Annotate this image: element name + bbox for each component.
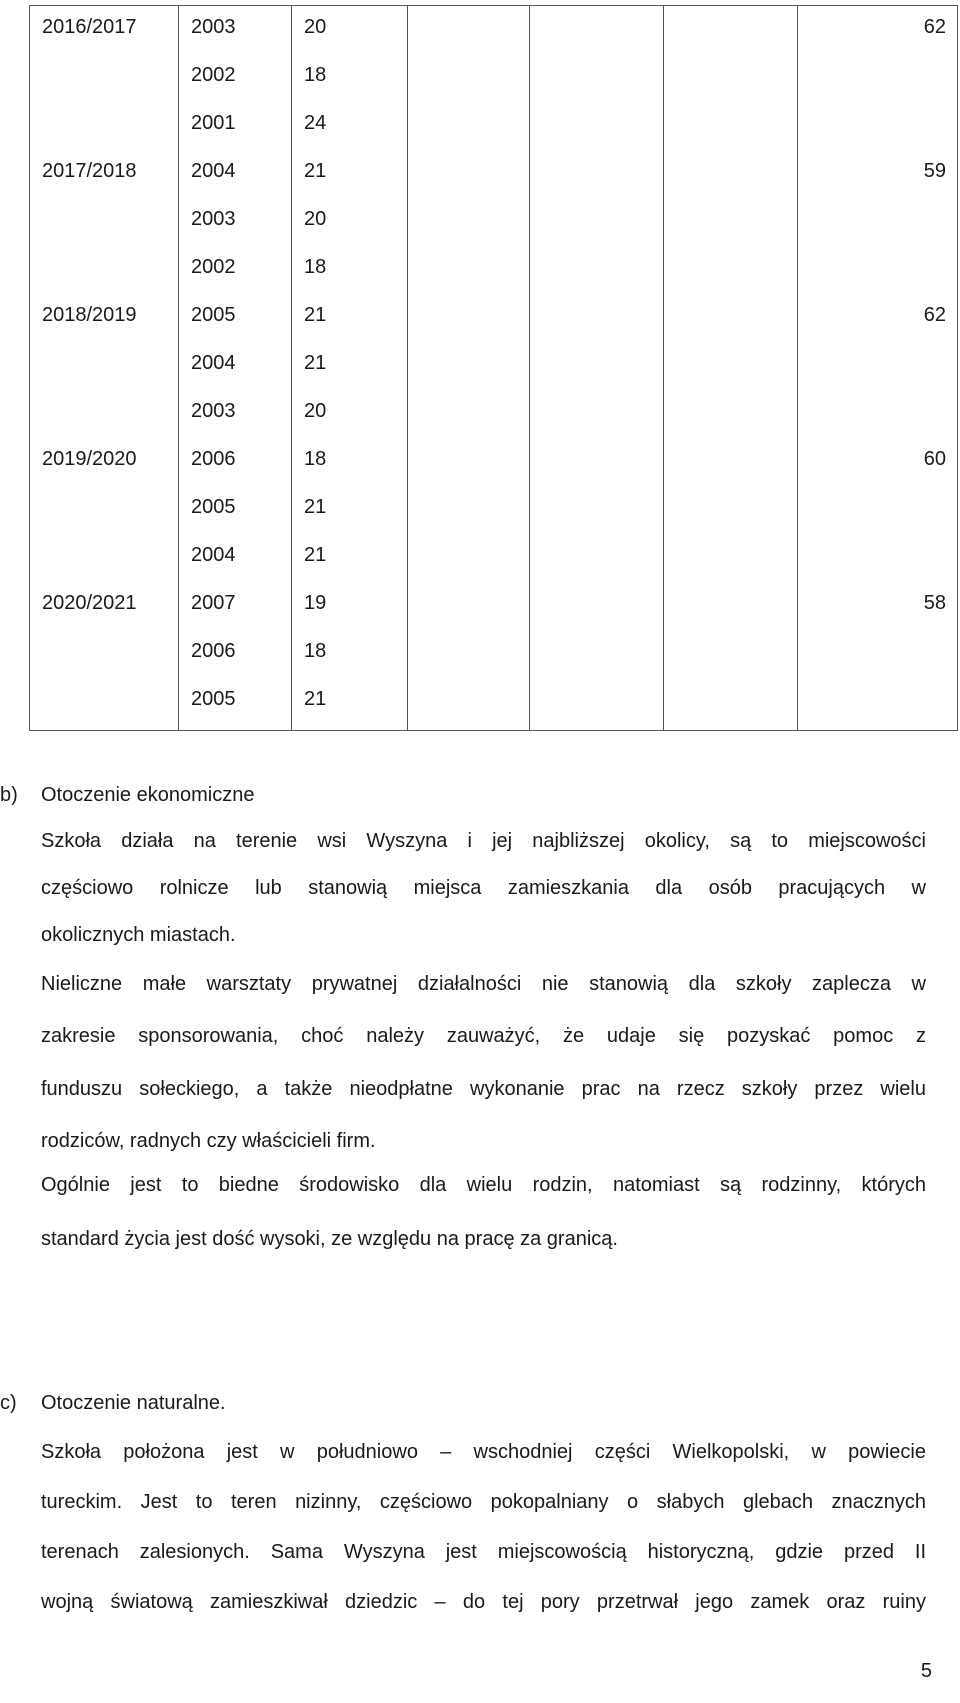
table-cell-line [42, 250, 178, 298]
empty-column [530, 6, 664, 731]
table-cell-line: 62 [923, 304, 946, 326]
table-cell-line: 21 [304, 688, 327, 710]
table-cell-line [42, 202, 178, 250]
table-cell-line: 2004 [191, 160, 236, 182]
table-cell-line: 18 [304, 64, 327, 86]
section-c-title: Otoczenie naturalne. [41, 1392, 226, 1414]
table-cell-line [42, 634, 178, 682]
table-cell-line: 21 [304, 544, 327, 566]
empty-column [408, 6, 530, 731]
table-cell-line [42, 682, 178, 730]
table-cell-line [798, 394, 946, 442]
table-cell-line: 2020/2021 [42, 592, 137, 614]
table-cell-line: 2003 [191, 400, 236, 422]
table-cell-line [798, 538, 946, 586]
empty-column [664, 6, 798, 731]
table-cell-line: 58 [923, 592, 946, 614]
table-cell-line: 20 [304, 400, 327, 422]
text-line: Nieliczne małe warsztaty prywatnej działalności nie stanowią dla szkoły zaplecza w [41, 973, 926, 995]
text-line: tureckim. Jest to teren nizinny, częściowo pokopalniany o słabych glebach znacznych [41, 1491, 926, 1513]
table-cell-line: 18 [304, 448, 327, 470]
table-cell-line [798, 490, 946, 538]
section-b-title: Otoczenie ekonomiczne [41, 784, 255, 806]
table-cell-line [798, 202, 946, 250]
table-cell-line: 62 [923, 16, 946, 38]
table-cell-line: 2003 [191, 208, 236, 230]
page-number: 5 [920, 1660, 932, 1682]
text-line: standard życia jest dość wysoki, ze względu na pracę za granicą. [41, 1228, 618, 1250]
table-cell-line: 2005 [191, 688, 236, 710]
total-column [798, 6, 958, 731]
table-cell-line: 60 [923, 448, 946, 470]
table-cell-line: 2005 [191, 496, 236, 518]
table-cell-line [42, 394, 178, 442]
table-cell-line: 21 [304, 496, 327, 518]
text-line: okolicznych miastach. [41, 924, 236, 946]
birth-year-column [179, 6, 292, 731]
table-cell-line [42, 490, 178, 538]
table-cell-line: 2007 [191, 592, 236, 614]
table-cell-line [798, 682, 946, 730]
table-cell-line: 2004 [191, 544, 236, 566]
table-cell-line: 59 [923, 160, 946, 182]
text-line: zakresie sponsorowania, choć należy zauważyć, że udaje się pozyskać pomoc z [41, 1025, 926, 1047]
table-row [30, 6, 958, 731]
school-year-column [30, 6, 179, 731]
table-cell-line: 2002 [191, 64, 236, 86]
text-line: rodziców, radnych czy właścicieli firm. [41, 1130, 376, 1152]
table-cell-line: 2018/2019 [42, 304, 137, 326]
table-cell-line [798, 250, 946, 298]
table-cell-line: 2005 [191, 304, 236, 326]
table-cell-line [42, 346, 178, 394]
text-line: Ogólnie jest to biedne środowisko dla wielu rodzin, natomiast są rodzinny, których [41, 1174, 926, 1196]
text-line: częściowo rolnicze lub stanowią miejsca zamieszkania dla osób pracujących w [41, 877, 926, 899]
table-cell-line: 20 [304, 208, 327, 230]
table-cell-line: 2001 [191, 112, 236, 134]
table-cell-line [798, 106, 946, 154]
table-cell-line [798, 346, 946, 394]
section-b-letter: b) [0, 784, 18, 806]
table-cell-line [798, 58, 946, 106]
table-cell-line: 2016/2017 [42, 16, 137, 38]
table-cell-line [798, 634, 946, 682]
table-cell-line [42, 58, 178, 106]
table-cell-line: 21 [304, 160, 327, 182]
table-cell-line: 2019/2020 [42, 448, 137, 470]
table-cell-line: 20 [304, 16, 327, 38]
text-line: Szkoła działa na terenie wsi Wyszyna i jej najbliższej okolicy, są to miejscowości [41, 830, 926, 852]
table-cell-line: 18 [304, 640, 327, 662]
text-line: terenach zalesionych. Sama Wyszyna jest miejscowością historyczną, gdzie przed II [41, 1541, 926, 1563]
table-cell-line [42, 538, 178, 586]
table-cell-line: 2004 [191, 352, 236, 374]
table-cell-line: 21 [304, 352, 327, 374]
table-cell-line: 2017/2018 [42, 160, 137, 182]
table-cell-line [42, 106, 178, 154]
text-line: Szkoła położona jest w południowo – wschodniej części Wielkopolski, w powiecie [41, 1441, 926, 1463]
enrollment-table [29, 5, 958, 731]
table-cell-line: 21 [304, 304, 327, 326]
table-cell-line: 18 [304, 256, 327, 278]
section-c-letter: c) [0, 1392, 17, 1414]
student-count-column [292, 6, 408, 731]
table-cell-line: 2003 [191, 16, 236, 38]
table-cell-line: 2002 [191, 256, 236, 278]
table-cell-line: 24 [304, 112, 327, 134]
table-cell-line: 19 [304, 592, 327, 614]
text-line: wojną światową zamieszkiwał dziedzic – do tej pory przetrwał jego zamek oraz ruiny [41, 1591, 926, 1613]
table-cell-line: 2006 [191, 448, 236, 470]
text-line: funduszu sołeckiego, a także nieodpłatne wykonanie prac na rzecz szkoły przez wielu [41, 1078, 926, 1100]
table-cell-line: 2006 [191, 640, 236, 662]
